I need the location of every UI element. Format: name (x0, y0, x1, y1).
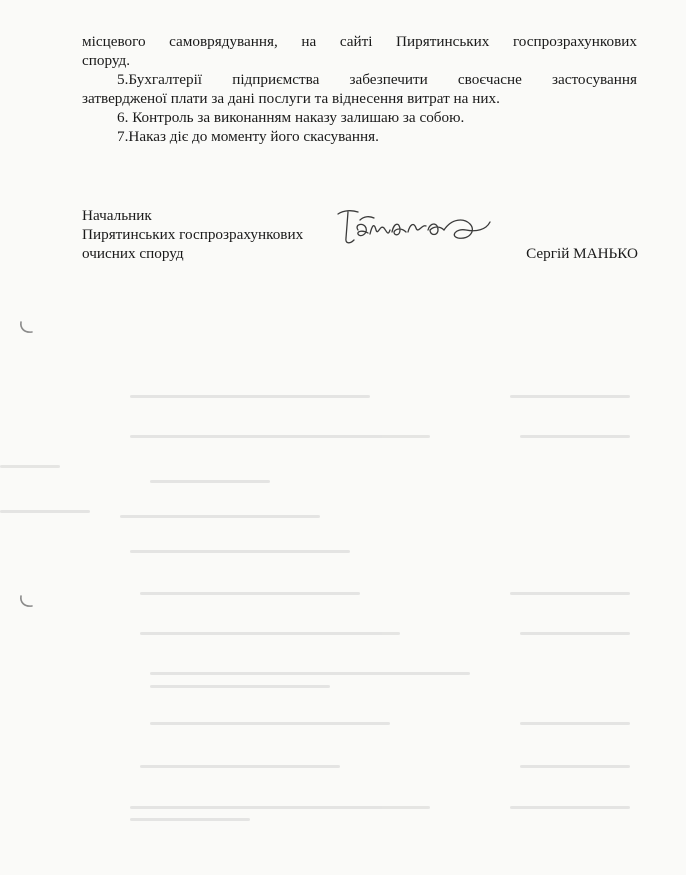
paragraph-line: 6. Контроль за виконанням наказу залишаю за собою. (117, 109, 465, 126)
order-text (82, 32, 637, 146)
paragraph-line: місцевого самоврядування, на сайті Пирятинських госпрозрахункових (82, 33, 637, 50)
paragraph-7 (82, 127, 637, 146)
bleed-through-background (0, 270, 686, 875)
paragraph-line: 7.Наказ діє до моменту його скасування. (117, 128, 379, 145)
paragraph-6 (82, 108, 637, 127)
signer-organization: Пирятинських госпрозрахункових (82, 226, 304, 243)
paragraph-5 (82, 70, 637, 108)
signer-position: Начальник (82, 207, 152, 224)
paragraph-line: споруд. (82, 52, 131, 69)
paragraph-continuation (82, 32, 637, 70)
paragraph-line: затвердженої плати за дані послуги та віднесення витрат на них. (82, 90, 500, 107)
handwritten-signature (330, 200, 495, 252)
signer-organization-line2: очисних споруд (82, 245, 184, 262)
signer-name: Сергій МАНЬКО (526, 245, 638, 262)
paragraph-line: 5.Бухгалтерії підприємства забезпечити своєчасне застосування (117, 71, 637, 88)
